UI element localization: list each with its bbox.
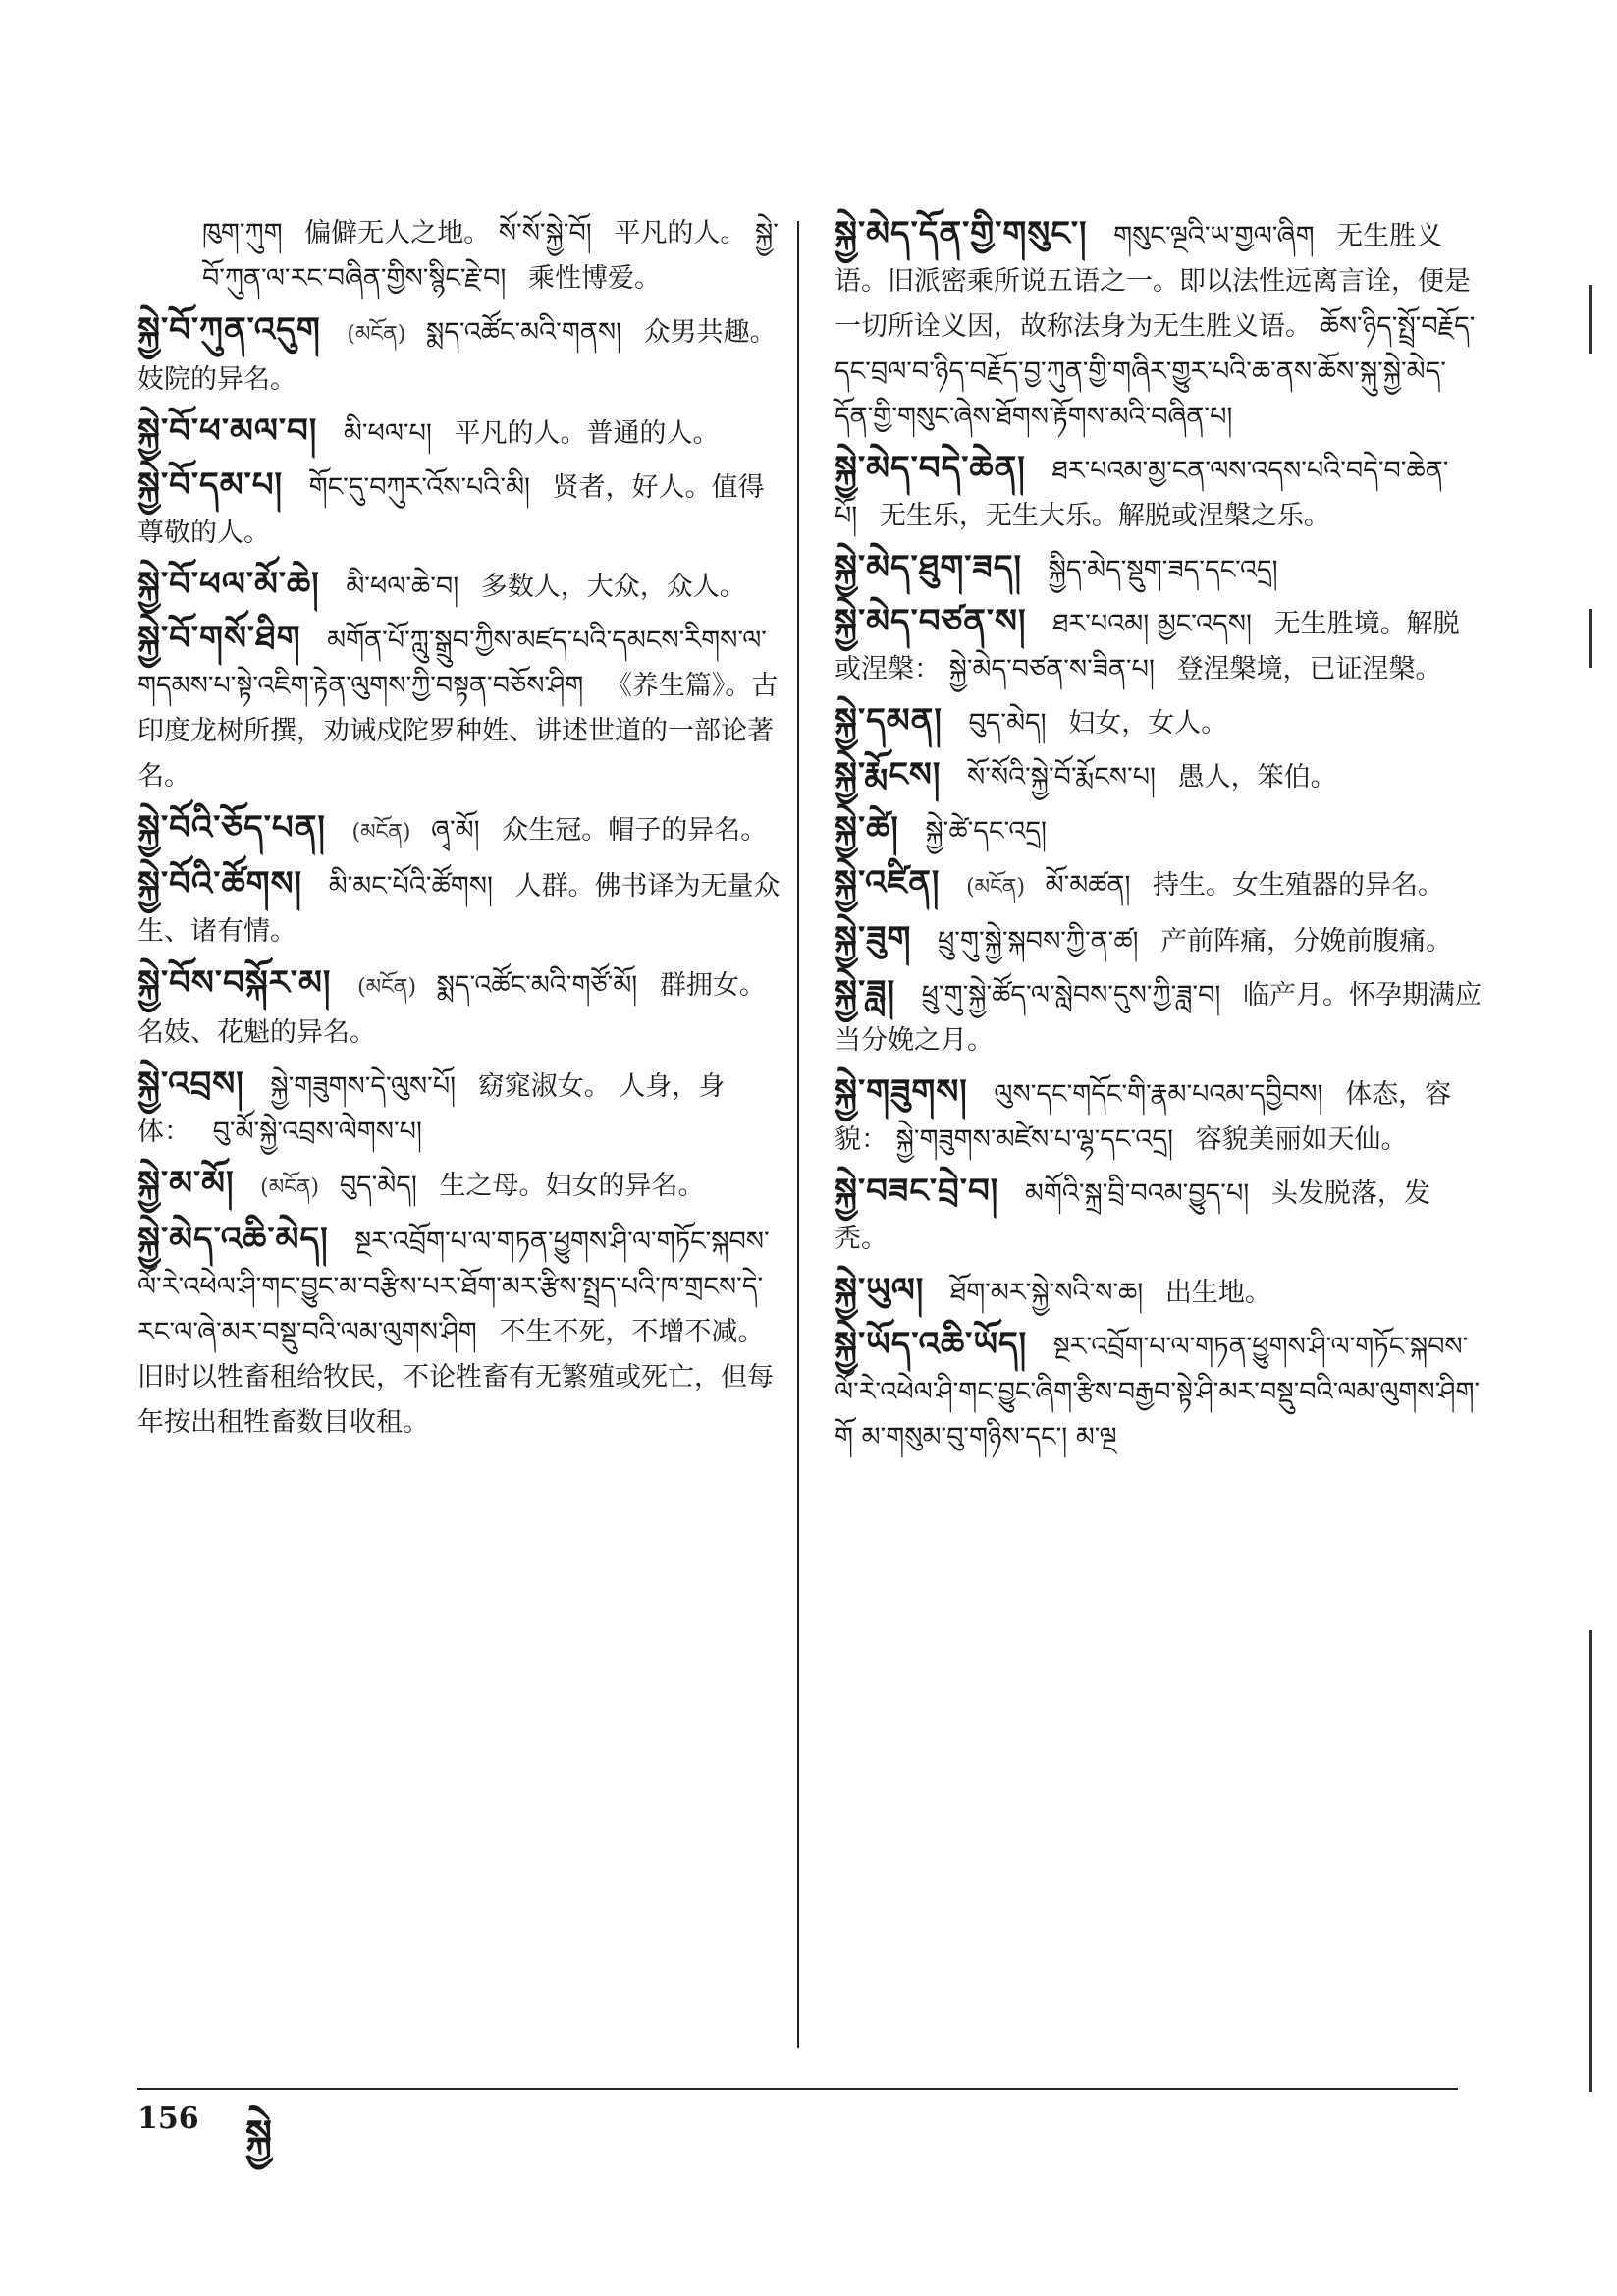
dictionary-entry (137, 805, 785, 855)
dictionary-entry (137, 616, 785, 799)
margin-mark (1589, 285, 1592, 354)
entry-headword: སྐྱེ་བོ་གསོ་ཐིག (137, 619, 301, 658)
entry-headword: སྐྱེ་གཟུགས། (835, 1072, 968, 1112)
entry-headword: སྐྱེ་མེད་དོན་གྱི་གསུང་། (835, 214, 1088, 253)
margin-mark (1589, 609, 1592, 668)
entry-chinese-definition: 不生不死，不增不减。旧时以牲畜租给牧民，不论牲畜有无繁殖或死亡，但每年按出租牲畜数目收租。 (137, 1317, 774, 1438)
entry-chinese-definition: 多数人，大众，众人。 (480, 572, 746, 602)
entry-tibetan-definition: གསུང་ལྔའི་ཡ་གྱལ་ཞིག (1113, 221, 1315, 251)
entry-tibetan-definition: སོ་སོ་སྐྱེ་བོ། (498, 218, 592, 248)
entry-headword: སྐྱེ་བོ་ཕལ་མོ་ཆེ། (137, 565, 320, 604)
entry-tibetan-definition: 人身，身体： (137, 1071, 726, 1147)
entry-tibetan-definition: ཕྲུ་གུ་སྐྱེ་སྐབས་ཀྱི་ན་ཚ། (938, 926, 1139, 957)
entry-tibetan-definition: སྐྱིད་མེད་སྡུག་ཟད་དང་འདྲ། (1048, 555, 1278, 585)
entry-abbreviation: (མངོན) (260, 1175, 320, 1200)
dictionary-entry (835, 211, 1482, 440)
entry-chinese-definition: 无生乐，无生大乐。解脱或涅槃之乐。 (879, 501, 1330, 531)
dictionary-entry (835, 1268, 1482, 1316)
entry-abbreviation: (མངོན) (351, 820, 411, 845)
dictionary-entry (835, 1322, 1482, 1460)
column-divider (797, 221, 799, 2048)
entry-tibetan-definition: སྨད་འཚོང་མའི་གཙོ་མོ། (436, 970, 638, 1001)
entry-tibetan-definition: ཕྲུ་གུ་སྐྱེ་ཚོད་ལ་སླེབས་དུས་ཀྱི་ཟླ་བ། (921, 980, 1221, 1011)
entry-abbreviation: (མངོན) (357, 975, 417, 1000)
dictionary-entry (835, 806, 1482, 854)
entry-chinese-definition: 群拥女。名妓、花魁的异名。 (137, 970, 766, 1048)
entry-tibetan-definition: གོང་དུ་བཀུར་འོས་པའི་མི། (308, 472, 531, 503)
entry-tibetan-definition: མི་ཕལ་ཆེ་བ། (346, 572, 459, 602)
entry-chinese-definition: 无生胜境。解脱或涅槃： (835, 609, 1460, 684)
entry-tibetan-definition: སྔར་འབྲོག་པ་ལ་གཏན་ཕྱུགས་ཤི་ལ་གཏོང་སྐབས་ལོ་རེ་འཕེལ་ཤི་གང་བྱུང་ཞིག་རྩིས་བརྒྱབ་སྟེ་ཤི་མར་བསྡུ་བའི་ལམ་ལུགས་ཤིག་གོ མ་གསུམ་བུ་གཉིས་དང་། མ་ལྔ (835, 1332, 1481, 1452)
page-number: 156 (137, 2102, 199, 2136)
dictionary-entry (835, 752, 1482, 800)
entry-headword: སྐྱེ་བོས་བསྐོར་མ། (137, 963, 332, 1003)
entry-chinese-definition: 出生地。 (1164, 1278, 1271, 1308)
entry-tibetan-definition: སྔར་འབྲོག་པ་ལ་གཏན་ཕྱུགས་ཤི་ལ་གཏོང་སྐབས་ལོ་རེ་འཕེལ་ཤི་གང་བྱུང་མ་བརྩིས་པར་ཐོག་མར་རྩིས་སྤྲད་པའི་ཁ་གྲངས་དེ་རང་ལ་ཞེ་མར་བསྡུ་བའི་ལམ་ལུགས་ཤིག (137, 1227, 770, 1347)
entry-tibetan-definition: མགོན་པོ་ཀླུ་སྒྲུབ་ཀྱིས་མཛད་པའི་དམངས་རིགས་ལ་གདམས་པ་སྟེ་འཇིག་རྟེན་ལུགས་ཀྱི་བསྟན་བཅོས་ཤིག (137, 626, 767, 701)
entry-chinese-definition: 贤者，好人。值得尊敬的人。 (137, 472, 765, 548)
entry-tibetan-definition: མོ་མཚན། (1045, 870, 1131, 901)
left-column (137, 211, 785, 1451)
right-column (835, 211, 1482, 1466)
entry-headword: སྐྱེ་ཟླ། (835, 973, 896, 1012)
dictionary-entry (137, 211, 785, 301)
entry-headword: སྐྱེ་མེད་བཙན་ས། (835, 602, 1027, 641)
entry-tibetan-definition: ལུས་དང་གདོང་གི་རྣམ་པའམ་དབྱིབས། (994, 1079, 1323, 1110)
entry-chinese-definition: 偏僻无人之地。 (304, 218, 491, 248)
entry-headword: སྐྱེ་མེད་ཐུག་ཟད། (835, 548, 1022, 587)
dictionary-entry (137, 463, 785, 556)
entry-abbreviation: (མངོན) (966, 875, 1026, 900)
entry-headword: སྐྱེ་བཟང་བྲེ་བ། (835, 1172, 999, 1211)
entry-headword: སྐྱེ་བོ་དམ་པ། (137, 465, 284, 505)
entry-tibetan-definition: བུ་མོ་སྐྱེ་འབྲས་ལེགས་པ། (212, 1117, 422, 1147)
entry-tibetan-definition: སྐྱེ་མེད་བཙན་ས་ཟིན་པ། (948, 654, 1155, 684)
dictionary-entry (835, 1169, 1482, 1262)
entry-chinese-definition: 头发脱落，发秃。 (835, 1178, 1430, 1254)
footer-rule (137, 2088, 1458, 2090)
entry-chinese-definition: 窈窕淑女。 (477, 1071, 611, 1102)
dictionary-entry (835, 916, 1482, 964)
dictionary-entry (835, 698, 1482, 746)
dictionary-entry (835, 545, 1482, 593)
entry-tibetan-definition: སོ་སོའི་སྐྱེ་བོ་རྨོངས་པ། (966, 762, 1157, 793)
entry-tibetan-definition: ཞྭ་མོ། (431, 815, 480, 846)
dictionary-entry (835, 1069, 1482, 1163)
dictionary-entry (137, 960, 785, 1056)
entry-tibetan-definition: ཁུག་ཀུག (202, 218, 283, 248)
entry-headword: སྐྱེ་ཟུག (835, 919, 912, 958)
entry-chinese-definition: 无生胜义语。旧派密乘所说五语之一。即以法性远离言诠，便是一切所诠义因，故称法身为无生胜义语。 (835, 221, 1471, 342)
entry-chinese-definition: 平凡的人。普通的人。 (454, 418, 720, 449)
entry-chinese-definition: 临产月。怀孕期满应当分娩之月。 (835, 980, 1482, 1056)
entry-chinese-definition: 《养生篇》。古印度龙树所撰，劝诫戍陀罗种姓、讲述世道的一部论著名。 (137, 671, 779, 792)
entry-chinese-definition: 产前阵痛，分娩前腹痛。 (1160, 926, 1453, 957)
entry-tibetan-definition: སྐྱེ་ཚེ་དང་འདྲ། (925, 816, 1047, 847)
dictionary-entry (137, 1062, 785, 1155)
entry-headword: སྐྱེ་མ་མོ། (137, 1164, 235, 1203)
entry-tibetan-definition: བུད་མེད། (968, 708, 1047, 738)
entry-chinese-definition: 体态，容貌： (835, 1079, 1452, 1155)
entry-headword: སྐྱེ་དམན། (835, 701, 943, 740)
entry-headword: སྐྱེ་ཡུལ། (835, 1271, 925, 1310)
entry-chinese-definition: 生之母。妇女的异名。 (439, 1171, 705, 1201)
margin-mark (1589, 1630, 1592, 2092)
entry-chinese-definition: 持生。女生殖器的异名。 (1153, 870, 1445, 901)
entry-headword: སྐྱེ་བོ་ཕ་མལ་བ། (137, 411, 318, 451)
dictionary-entry (137, 307, 785, 403)
entry-tibetan-definition: མགོའི་སྐྲ་བྲི་བའམ་བྱུད་པ། (1024, 1178, 1250, 1209)
dictionary-entry (137, 1217, 785, 1446)
entry-tibetan-definition: སྐྱེ་གཟུགས་མཛེས་པ་ལྷ་དང་འདྲ། (895, 1124, 1173, 1155)
entry-headword: སྐྱེ་བོ་ཀུན་འདུག (137, 310, 321, 350)
entry-tibetan-definition: སྐྱེ་བོ་ཀུན་ལ་རང་བཞིན་གྱིས་སྙིང་རྗེ་བ། (202, 218, 779, 294)
entry-headword: སྐྱེ་བོའི་ཚོགས། (137, 864, 303, 903)
entry-tibetan-definition: སྐྱེ་གཟུགས་དེ་ལུས་པོ། (270, 1071, 457, 1102)
entry-chinese-definition: 人群。佛书译为无量众生、诸有情。 (137, 871, 781, 947)
entry-headword: སྐྱེ་མེད་བདེ་ཆེན། (835, 449, 1026, 488)
entry-chinese-definition: 妇女，女人。 (1068, 708, 1228, 738)
dictionary-entry (137, 409, 785, 457)
guide-word: སྐྱེ (245, 2111, 272, 2158)
entry-tibetan-definition: ཐར་པའམ་མྱ་ངན་ལས་འདས་པའི་བདེ་བ་ཆེན་པོ། (835, 456, 1449, 531)
dictionary-entry (137, 562, 785, 610)
entry-chinese-definition: 愚人，笨伯。 (1177, 762, 1337, 793)
dictionary-entry (137, 1161, 785, 1211)
dictionary-entry (835, 860, 1482, 910)
entry-tibetan-definition: ཐར་པའམ། མྱང་འདས། (1052, 609, 1253, 639)
entry-headword: སྐྱེ་ཚེ། (835, 809, 899, 848)
entry-headword: སྐྱེ་འབྲས། (137, 1065, 244, 1104)
dictionary-entry (137, 861, 785, 955)
entry-tibetan-definition: ཆོས་ཉིད་སྤྲོ་བརྗོད་དང་བྲལ་བ་ཉིད་བརྗོད་བྱ་ཀུན་གྱི་གཞིར་གྱུར་པའི་ཆ་ནས་ཆོས་སྐུ་སྐྱེ་མེད་དོན་གྱི་གསུང་ཞེས་ཐོགས་རྟོགས་མའི་བཞིན་པ། (835, 311, 1476, 432)
entry-tibetan-definition: སྨད་འཚོང་མའི་གནས། (425, 317, 622, 348)
entry-tibetan-definition: མི་ཕལ་པ། (343, 418, 432, 449)
entry-headword: སྐྱེ་འཛིན། (835, 863, 941, 902)
entry-tibetan-definition: མི་མང་པོའི་ཚོགས། (328, 871, 493, 902)
entry-chinese-definition: 乘性博爱。 (528, 263, 662, 294)
entry-chinese-definition: 登涅槃境，已证涅槃。 (1176, 654, 1442, 684)
entry-chinese-definition: 众生冠。帽子的异名。 (502, 815, 768, 846)
entry-headword: སྐྱེ་རྨོངས། (835, 755, 942, 794)
entry-headword: སྐྱེ་མེད་འཆི་མེད། (137, 1220, 329, 1259)
entry-chinese-definition: 容貌美丽如天仙。 (1195, 1124, 1408, 1155)
dictionary-entry (835, 599, 1482, 692)
entry-chinese-definition: 众男共趣。妓院的异名。 (137, 317, 777, 395)
entry-tibetan-definition: བུད་མེད། (339, 1171, 417, 1201)
entry-headword: སྐྱེ་བོའི་ཅོད་པན། (137, 808, 326, 847)
entry-abbreviation: (མངོན) (347, 322, 406, 347)
entry-headword: སྐྱེ་ཡོད་འཆི་ཡོད། (835, 1325, 1028, 1364)
dictionary-entry (835, 446, 1482, 539)
dictionary-entry (835, 970, 1482, 1064)
entry-tibetan-definition: ཐོག་མར་སྐྱེ་སའི་ས་ཆ། (949, 1278, 1144, 1308)
entry-chinese-definition: 平凡的人。 (614, 218, 747, 248)
